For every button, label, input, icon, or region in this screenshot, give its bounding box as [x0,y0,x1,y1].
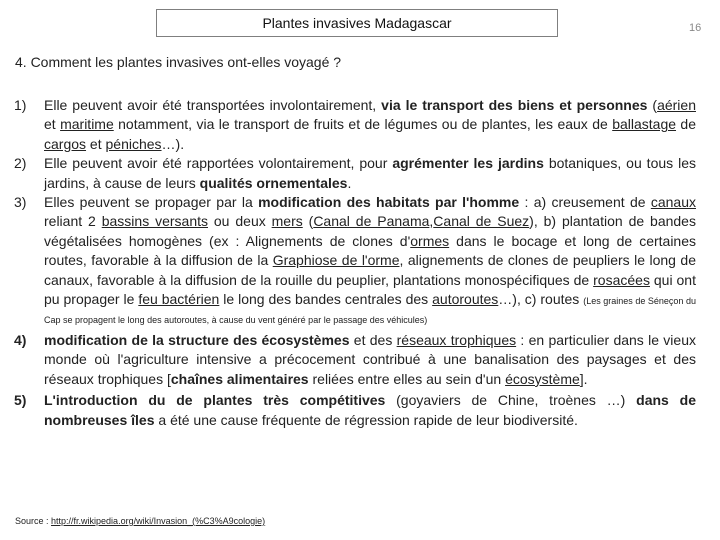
text-run: Elle peuvent avoir été rapportées volontairement, pour [44,155,393,172]
link-reseaux-trophiques[interactable]: réseaux trophiques [396,331,517,348]
source-line [15,516,265,526]
text-run: le long des bandes centrales des [219,291,433,308]
link-canal-de-suez[interactable]: Canal de Suez [433,213,530,230]
link-ballastage[interactable]: ballastage [612,116,677,133]
text-run: et [44,116,61,133]
list-item-3 [14,193,696,329]
list-item-text [44,154,696,193]
text-run: : a) creusement de [519,194,651,211]
text-run: et [86,135,106,152]
page-number: 16 [689,22,702,34]
text-run: reliant 2 [44,213,102,230]
title-box [156,9,558,37]
link-ecosysteme[interactable]: écosystème [505,370,580,387]
text-run: notamment, via le transport de fruits et de légumes ou de plantes, les eaux de [113,116,613,133]
text-run: reliées entre elles au sein d'un [308,370,506,387]
list-number: 2) [14,155,27,172]
text-run: a été une cause fréquente de régression rapide de leur biodiversité. [154,411,578,428]
list-number: 3) [14,194,27,211]
list-item-5 [14,391,696,430]
text-run: ]. [579,370,588,387]
link-maritime[interactable]: maritime [60,116,114,133]
link-mers[interactable]: mers [271,213,303,230]
bold-text: L'introduction du de plantes très compétitives [44,392,386,409]
text-run: ( [302,213,314,230]
link-graphiose-de-l-orme[interactable]: Graphiose de l'orme [272,252,400,269]
text-run: Elle peuvent avoir été transportées involontairement, [44,97,382,113]
list-number: 1) [14,97,27,113]
link-aerien[interactable]: aérien [657,97,696,113]
source-link[interactable]: http://fr.wikipedia.org/wiki/Invasion_(%C3%A9cologie) [51,516,266,526]
text-run: et des [349,331,397,348]
section-heading: 4. Comment les plantes invasives ont-elles voyagé ? [15,54,342,70]
link-ormes[interactable]: ormes [410,232,450,249]
text-run: ), b) plantation de bandes végétalisées homogènes (ex : Alignements de clones d' [44,213,696,249]
text-run: de [676,116,696,133]
link-cargos[interactable]: cargos [44,135,87,152]
text-run: Elles peuvent se propager par la [44,194,259,211]
bold-text: chaînes alimentaires [170,370,309,387]
link-canal-de-panama[interactable]: Canal de Panama [313,213,430,230]
list-item-2 [14,154,696,193]
link-feu-bacterien[interactable]: feu bactérien [138,291,220,308]
bold-text: dans de nombreuses îles [44,392,696,428]
text-run: dans le bocage et long de certaines routes, favorable à la diffusion de la [44,232,697,269]
text-run: . [347,174,352,191]
link-peniches[interactable]: péniches [105,135,162,152]
bold-text: modification des habitats par l'homme [258,194,520,211]
list-number: 5) [14,392,27,409]
source-label: Source : [15,516,52,526]
bold-text: agrémenter les jardins [392,155,544,172]
small-note: (Les graines de Séneçon du Cap se propagent le long des autoroutes, à cause du vent généré par le passage des véhicules) [44,296,696,326]
bold-text: modification de la structure des écosystèmes [44,331,350,348]
link-autoroutes[interactable]: autoroutes [432,291,499,308]
list-item-text [44,193,696,329]
list-number: 4) [14,331,27,348]
list-item-1 [14,96,696,154]
text-run: , [429,213,434,230]
list-item-text [44,96,696,154]
numbered-list [14,96,696,430]
list-item-text [44,391,696,430]
list-item-4 [14,331,696,389]
text-run: qui ont pu propager le [44,271,696,308]
text-run: botaniques, ou tous les jardins, à cause de leurs [44,155,696,191]
text-run: ( [647,97,658,113]
link-bassins-versants[interactable]: bassins versants [101,213,208,230]
link-canaux[interactable]: canaux [650,194,696,211]
text-run: …). [161,135,185,152]
page-title: Plantes invasives Madagascar [262,15,452,31]
text-run: (goyaviers de Chine, troènes …) [385,392,637,409]
text-run: , alignements de clones de peupliers le long de canaux, favorable à la diffusion de la rouille du peuplier, plantations monospécifiques de [44,252,696,288]
text-run: …), c) routes [498,291,584,308]
list-item-text [44,331,696,389]
bold-text: qualités ornementales [199,174,348,191]
bold-text: via le transport des biens et personnes [381,97,648,113]
link-rosacees[interactable]: rosacées [593,271,650,288]
text-run: : en particulier dans le vieux monde où l'agriculture intensive a précocement contribué à une banalisation des paysages et des réseaux trophiques [ [44,331,696,387]
text-run: ou deux [208,213,272,230]
